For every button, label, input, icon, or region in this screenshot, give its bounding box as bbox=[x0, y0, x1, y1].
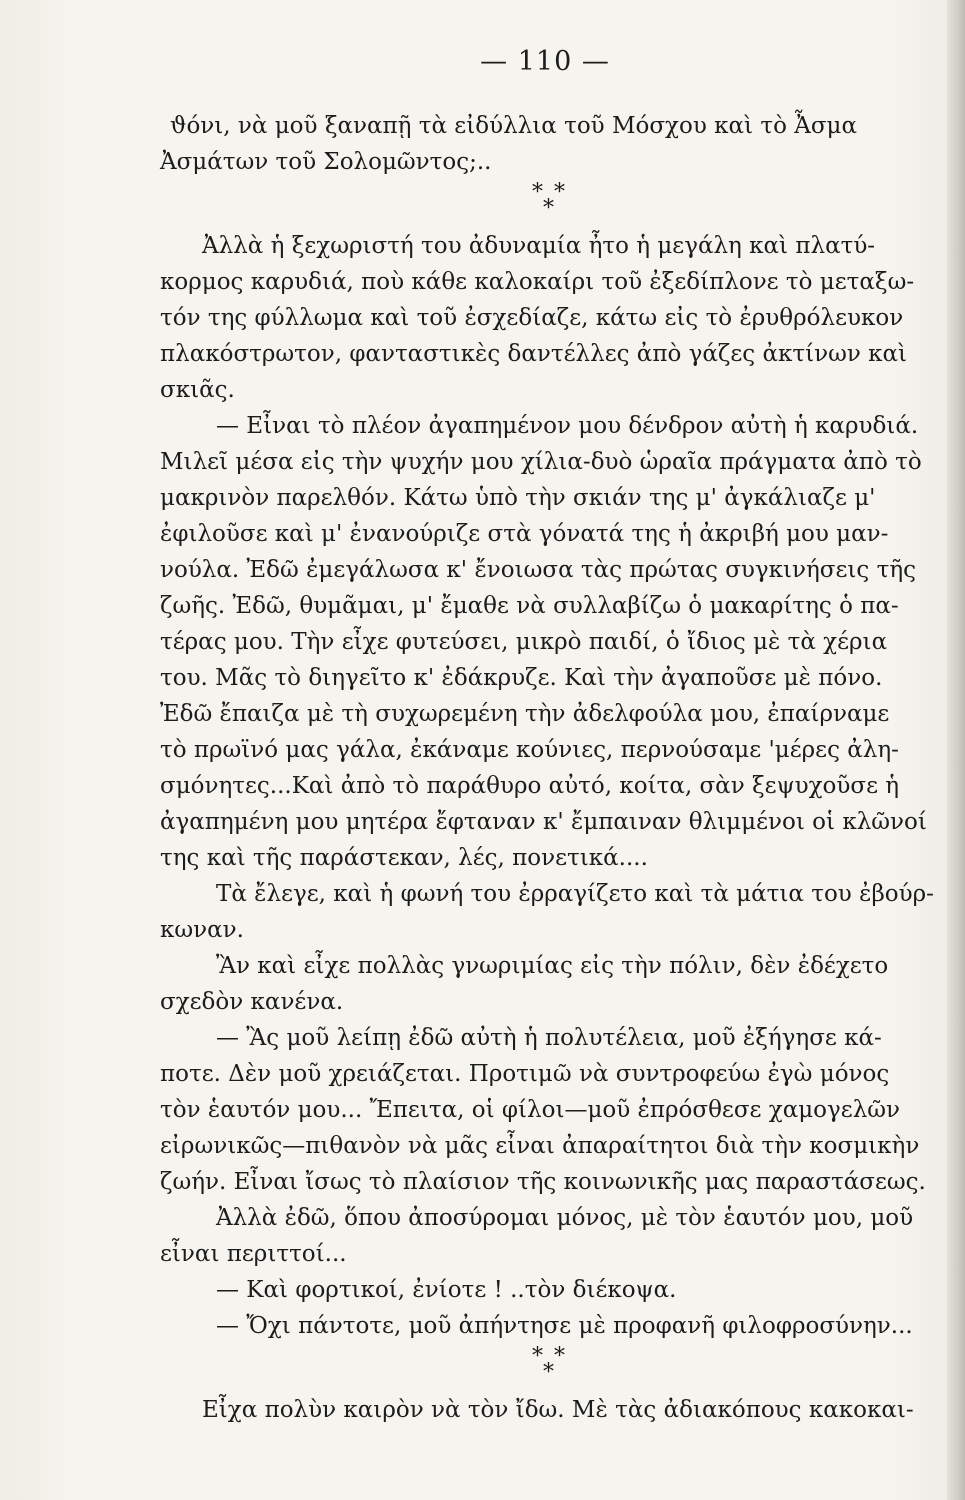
text-line: σκιᾶς. bbox=[160, 377, 235, 403]
text-line: μακρινὸν παρελθόν. Κάτω ὑπὸ τὴν σκιάν της μ' ἀγκάλιαζε μ' bbox=[160, 485, 876, 511]
text-line: ἀγαπημένη μου μητέρα ἔφταναν κ' ἔμπαιναν θλιμμένοι οἱ κλῶνοί bbox=[160, 809, 927, 835]
text-line: Ἀσμάτων τοῦ Σολομῶντος;.. bbox=[160, 149, 492, 175]
text-line: της καὶ τῆς παράστεκαν, λές, πονετικά.... bbox=[160, 845, 648, 871]
text-line: πλακόστρωτον, φανταστικὲς δαντέλλες ἀπὸ γάζες ἀκτίνων καὶ bbox=[160, 341, 908, 367]
text-line: ποτε. Δὲν μοῦ χρειάζεται. Προτιμῶ νὰ συντροφεύω ἐγὼ μόνος bbox=[160, 1061, 890, 1087]
body-text bbox=[160, 108, 934, 1428]
text-line: ἐφιλοῦσε καὶ μ' ἐνανούριζε στὰ γόνατά της ἡ ἀκριβή μου μαν- bbox=[160, 521, 889, 547]
text-line: του. Μᾶς τὸ διηγεῖτο κ' ἐδάκρυζε. Καὶ τὴν ἀγαποῦσε μὲ πόνο. bbox=[160, 665, 883, 691]
text-line: κορμος καρυδιά, ποὺ κάθε καλοκαίρι τοῦ ἐξεδίπλονε τὸ μεταξω- bbox=[160, 269, 915, 295]
text-line: Ἀλλὰ ἐδῶ, ὅπου ἀποσύρομαι μόνος, μὲ τὸν ἑαυτόν μου, μοῦ bbox=[216, 1205, 914, 1231]
section-break: * * * bbox=[532, 1344, 565, 1385]
text-line: Ἐδῶ ἔπαιζα μὲ τὴ συχωρεμένη τὴν ἀδελφούλα μου, ἐπαίρναμε bbox=[160, 701, 890, 727]
text-line: τόν της φύλλωμα καὶ τοῦ ἐσχεδίαζε, κάτω εἰς τὸ ἐρυθρόλευκον bbox=[160, 305, 904, 331]
text-line: Ἀλλὰ ἡ ξεχωριστή του ἀδυναμία ἦτο ἡ μεγάλη καὶ πλατύ- bbox=[202, 233, 876, 259]
text-line: τέρας μου. Τὴν εἶχε φυτεύσει, μικρὸ παιδί, ὁ ἴδιος μὲ τὰ χέρια bbox=[160, 629, 888, 655]
text-line: Ἂν καὶ εἶχε πολλὰς γνωριμίας εἰς τὴν πόλιν, δὲν ἐδέχετο bbox=[216, 953, 889, 979]
text-line: ζωήν. Εἶναι ἴσως τὸ πλαίσιον τῆς κοινωνικῆς μας παραστάσεως. bbox=[160, 1169, 926, 1195]
text-line: ζωῆς. Ἐδῶ, θυμᾶμαι, μ' ἔμαθε νὰ συλλαβίζω ὁ μακαρίτης ὁ πα- bbox=[160, 593, 899, 619]
page-number: — 110 — bbox=[480, 46, 610, 77]
text-line: Μιλεῖ μέσα εἰς τὴν ψυχήν μου χίλια-δυὸ ὡραῖα πράγματα ἀπὸ τὸ bbox=[160, 449, 922, 475]
text-line: κωναν. bbox=[160, 917, 244, 943]
text-line: ϑόνι, νὰ μοῦ ξαναπῇ τὰ εἰδύλλια τοῦ Μόσχου καὶ τὸ Ἆσμα bbox=[170, 113, 858, 139]
text-line: εἰρωνικῶς—πιθανὸν νὰ μᾶς εἶναι ἀπαραίτητοι διὰ τὴν κοσμικὴν bbox=[160, 1133, 920, 1159]
section-break: * * * bbox=[532, 180, 565, 221]
text-line: σμόνητες...Καὶ ἀπὸ τὸ παράθυρο αὐτό, κοίτα, σὰν ξεψυχοῦσε ἡ bbox=[160, 773, 900, 799]
text-line: — Ἂς μοῦ λείπῃ ἐδῶ αὐτὴ ἡ πολυτέλεια, μοῦ ἐξήγησε κά- bbox=[216, 1025, 882, 1051]
text-line: Τὰ ἔλεγε, καὶ ἡ φωνή του ἐρραγίζετο καὶ τὰ μάτια του ἐβούρ- bbox=[216, 881, 934, 907]
text-line: — Ὄχι πάντοτε, μοῦ ἀπήντησε μὲ προφανῆ φιλοφροσύνην... bbox=[216, 1313, 913, 1339]
text-line: εἶναι περιττοί... bbox=[160, 1241, 347, 1267]
text-line: Εἶχα πολὺν καιρὸν νὰ τὸν ἴδω. Μὲ τὰς ἀδιακόπους κακοκαι- bbox=[202, 1397, 914, 1423]
text-line: — Εἶναι τὸ πλέον ἀγαπημένον μου δένδρον αὐτὴ ἡ καρυδιά. bbox=[216, 413, 919, 439]
text-line: — Καὶ φορτικοί, ἐνίοτε ! ..τὸν διέκοψα. bbox=[216, 1277, 677, 1303]
text-line: σχεδὸν κανένα. bbox=[160, 989, 344, 1015]
text-line: τὸν ἑαυτόν μου... Ἔπειτα, οἱ φίλοι—μοῦ ἐπρόσθεσε χαμογελῶν bbox=[160, 1097, 901, 1123]
text-line: νούλα. Ἐδῶ ἐμεγάλωσα κ' ἔνοιωσα τὰς πρώτας συγκινήσεις τῆς bbox=[160, 557, 917, 583]
text-line: τὸ πρωϊνό μας γάλα, ἐκάναμε κούνιες, περνούσαμε 'μέρες ἀλη- bbox=[160, 737, 899, 763]
page-edge bbox=[947, 0, 965, 1500]
